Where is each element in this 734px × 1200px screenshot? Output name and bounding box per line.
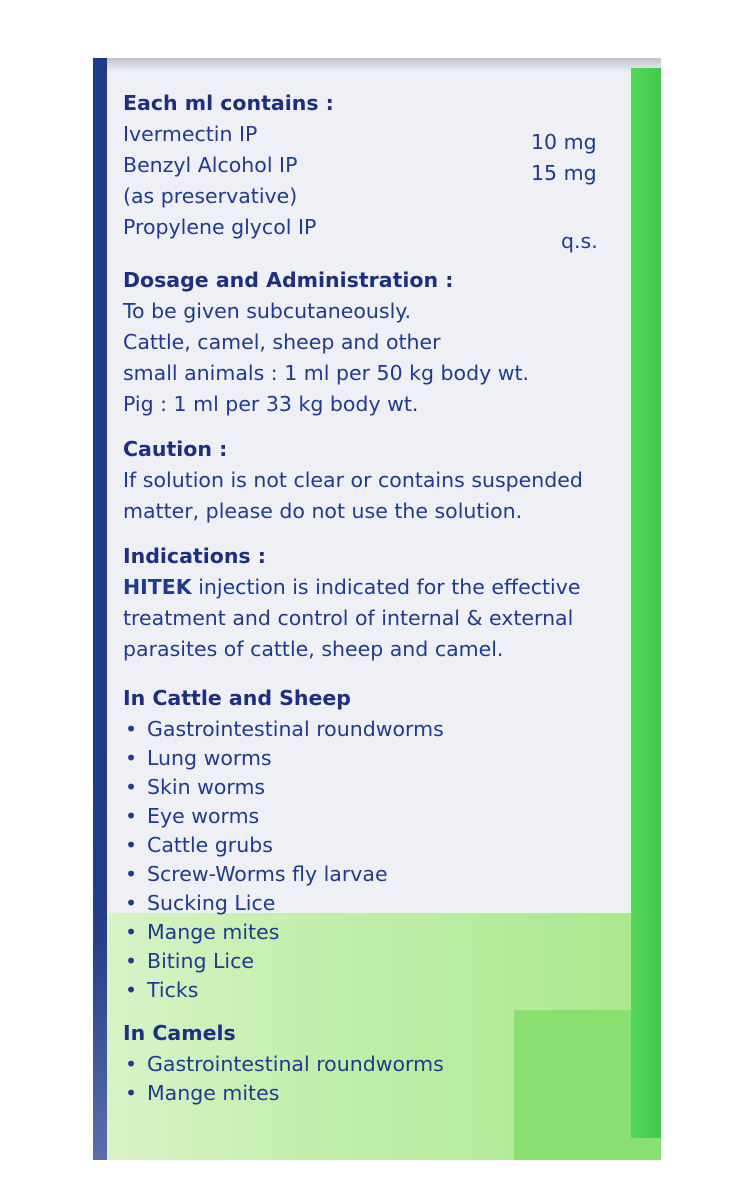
dosage-line: Pig : 1 ml per 33 kg body wt. bbox=[123, 392, 419, 416]
indications-text: injection is indicated for the effective bbox=[191, 575, 581, 599]
list-item: • Ticks bbox=[123, 975, 623, 1004]
indications-line: treatment and control of internal & external bbox=[123, 606, 574, 630]
ingredient-row bbox=[123, 181, 623, 212]
contents-heading: Each ml contains : bbox=[123, 91, 334, 115]
list-item: • Gastrointestinal roundworms bbox=[123, 714, 623, 743]
ingredient-name: Propylene glycol IP bbox=[123, 215, 317, 239]
dosage-heading: Dosage and Administration : bbox=[123, 268, 454, 292]
ingredient-amount: 15 mg bbox=[531, 161, 597, 185]
cattle-sheep-heading: In Cattle and Sheep bbox=[123, 686, 351, 710]
caution-line: If solution is not clear or contains suspended bbox=[123, 468, 583, 492]
ingredient-name: (as preservative) bbox=[123, 184, 298, 208]
cattle-sheep-list bbox=[123, 714, 623, 1004]
medicine-box-side bbox=[93, 58, 661, 1160]
ingredient-row bbox=[123, 212, 623, 253]
indications-line bbox=[123, 572, 623, 603]
camels-heading: In Camels bbox=[123, 1021, 236, 1045]
indications-heading: Indications : bbox=[123, 544, 266, 568]
ingredient-name: Ivermectin IP bbox=[123, 122, 258, 146]
dosage-line: Cattle, camel, sheep and other bbox=[123, 330, 441, 354]
list-item: • Screw-Worms fly larvae bbox=[123, 859, 623, 888]
caution-heading: Caution : bbox=[123, 437, 228, 461]
list-item: • Cattle grubs bbox=[123, 830, 623, 859]
brand-name: HITEK bbox=[123, 575, 192, 599]
list-item: • Mange mites bbox=[123, 1078, 623, 1107]
list-item: • Lung worms bbox=[123, 743, 623, 772]
dosage-section bbox=[123, 265, 623, 420]
indications-section bbox=[123, 541, 623, 665]
list-item: • Sucking Lice bbox=[123, 888, 623, 917]
list-item: • Biting Lice bbox=[123, 946, 623, 975]
camels-section bbox=[123, 1018, 623, 1107]
cattle-sheep-section bbox=[123, 683, 623, 1004]
label-text bbox=[123, 88, 623, 1121]
ingredient-row bbox=[123, 150, 623, 185]
ingredient-amount: 10 mg bbox=[531, 130, 597, 154]
list-item: • Skin worms bbox=[123, 772, 623, 801]
contents-section bbox=[123, 88, 623, 253]
ingredient-row bbox=[123, 119, 623, 154]
list-item: • Eye worms bbox=[123, 801, 623, 830]
dosage-line: small animals : 1 ml per 50 kg body wt. bbox=[123, 361, 530, 385]
list-item: • Gastrointestinal roundworms bbox=[123, 1049, 623, 1078]
box-top-edge bbox=[93, 58, 661, 72]
caution-line: matter, please do not use the solution. bbox=[123, 499, 523, 523]
green-side-panel bbox=[631, 68, 661, 1138]
list-item: • Mange mites bbox=[123, 917, 623, 946]
dosage-line: To be given subcutaneously. bbox=[123, 299, 411, 323]
ingredient-amount: q.s. bbox=[561, 229, 598, 253]
camels-list bbox=[123, 1049, 623, 1107]
blue-left-stripe bbox=[93, 58, 107, 1160]
ingredient-name: Benzyl Alcohol IP bbox=[123, 153, 298, 177]
indications-line: parasites of cattle, sheep and camel. bbox=[123, 637, 504, 661]
caution-section bbox=[123, 434, 623, 527]
